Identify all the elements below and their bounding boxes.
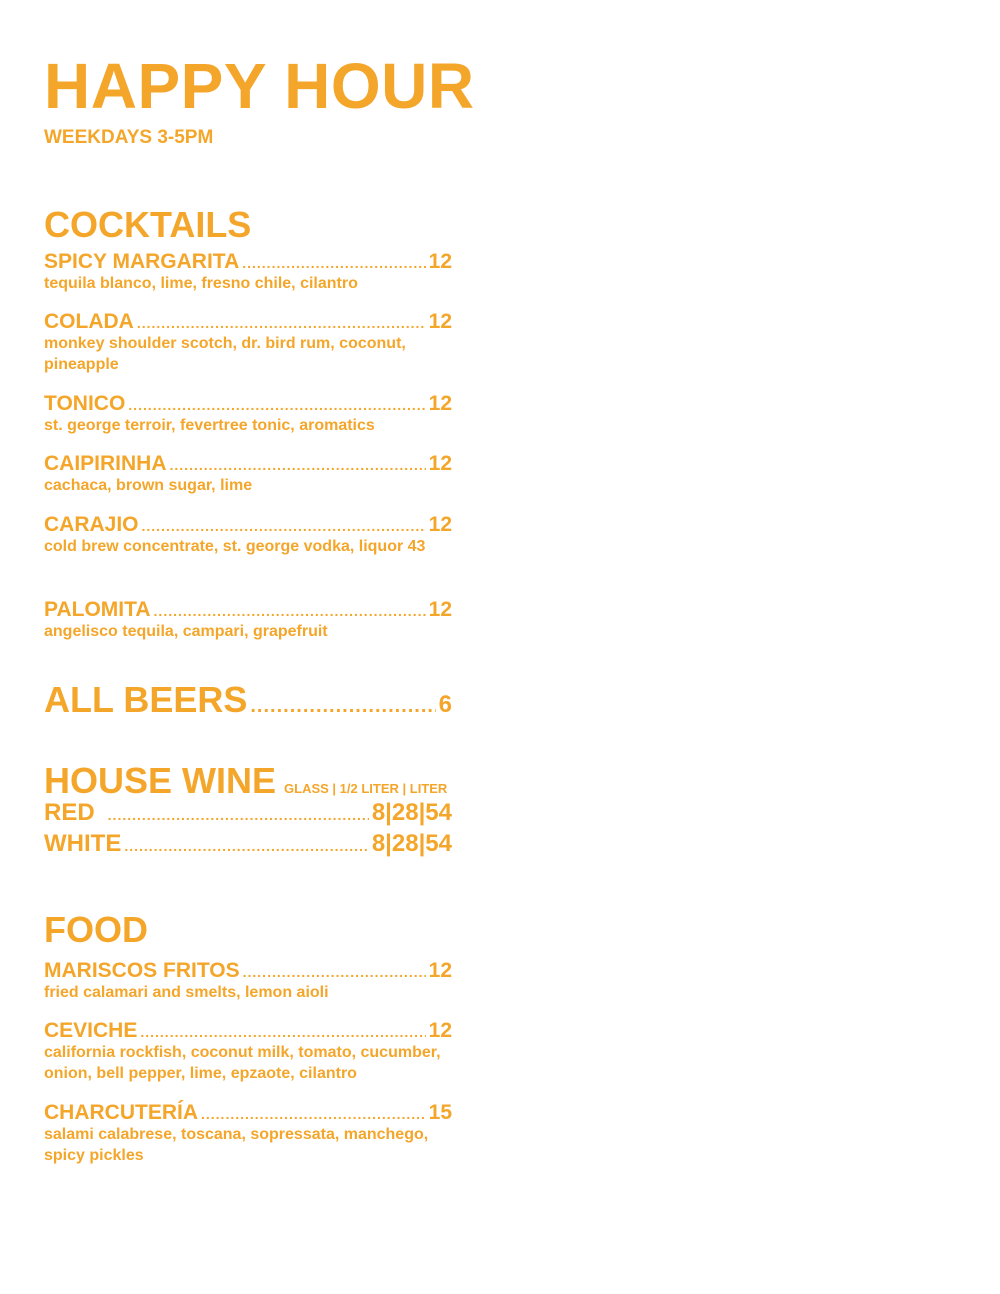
item-name: WHITE [44, 830, 122, 857]
page-subtitle: WEEKDAYS 3-5PM [44, 127, 214, 148]
menu-item-row [44, 599, 452, 620]
dot-leader [128, 398, 425, 412]
dot-leader [108, 808, 369, 822]
beers-price: 6 [438, 691, 452, 718]
item-description: st. george terroir, fevertree tonic, aromatics [44, 417, 375, 434]
wine-header [44, 760, 447, 802]
item-price: 12 [428, 310, 452, 333]
dot-leader [201, 1107, 426, 1121]
dot-leader [250, 696, 435, 716]
item-description: cachaca, brown sugar, lime [44, 477, 253, 494]
item-name: PALOMITA [44, 598, 151, 621]
wine-row [44, 832, 452, 856]
item-name: MARISCOS FRITOS [44, 959, 240, 982]
dot-leader [124, 839, 369, 853]
item-name: CAIPIRINHA [44, 452, 167, 475]
item-description: monkey shoulder scotch, dr. bird rum, coconut, pineapple [44, 335, 406, 373]
dot-leader [170, 458, 426, 472]
item-price: 12 [428, 598, 452, 621]
menu-item-row [44, 514, 452, 535]
item-name: RED [44, 799, 95, 826]
dot-leader [242, 256, 425, 270]
item-description: angelisco tequila, campari, grapefruit [44, 623, 328, 640]
dot-leader [142, 519, 426, 533]
item-name: TONICO [44, 392, 126, 415]
item-price: 12 [428, 452, 452, 475]
wine-heading: HOUSE WINE [44, 760, 277, 801]
item-name: CARAJIO [44, 513, 139, 536]
wine-row [44, 801, 452, 825]
page-title: HAPPY HOUR [44, 50, 475, 122]
item-description: salami calabrese, toscana, sopressata, manchego, spicy pickles [44, 1126, 429, 1164]
food-heading: FOOD [44, 909, 148, 950]
menu-item-row [44, 251, 452, 272]
beers-name: ALL BEERS [44, 679, 248, 720]
menu-item-row [44, 311, 452, 332]
dot-leader [243, 965, 426, 979]
item-price: 12 [428, 959, 452, 982]
item-name: CEVICHE [44, 1019, 138, 1042]
menu-item-row [44, 393, 452, 414]
item-description: cold brew concentrate, st. george vodka, liquor 43 [44, 538, 426, 555]
dot-leader [137, 316, 426, 330]
item-description: tequila blanco, lime, fresno chile, cilantro [44, 275, 358, 292]
item-name: SPICY MARGARITA [44, 250, 240, 273]
item-price: 12 [428, 392, 452, 415]
menu-item-row [44, 1020, 452, 1041]
dot-leader [154, 604, 426, 618]
beers-row [44, 679, 452, 720]
menu-item-row [44, 453, 452, 474]
dot-leader [140, 1025, 425, 1039]
item-price: 15 [428, 1101, 452, 1124]
menu-item-row [44, 960, 452, 981]
item-price: 12 [428, 513, 452, 536]
item-price: 8|28|54 [371, 830, 452, 857]
item-name: COLADA [44, 310, 134, 333]
item-description: california rockfish, coconut milk, tomato, cucumber, onion, bell pepper, lime, epzaote, cilantro [44, 1044, 441, 1082]
item-price: 12 [428, 250, 452, 273]
item-name: CHARCUTERÍA [44, 1101, 198, 1124]
menu-item-row [44, 1102, 452, 1123]
wine-columns: GLASS | 1/2 LITER | LITER [284, 781, 448, 796]
item-description: fried calamari and smelts, lemon aioli [44, 984, 329, 1001]
cocktails-heading: COCKTAILS [44, 204, 252, 245]
item-price: 12 [428, 1019, 452, 1042]
item-price: 8|28|54 [371, 799, 452, 826]
